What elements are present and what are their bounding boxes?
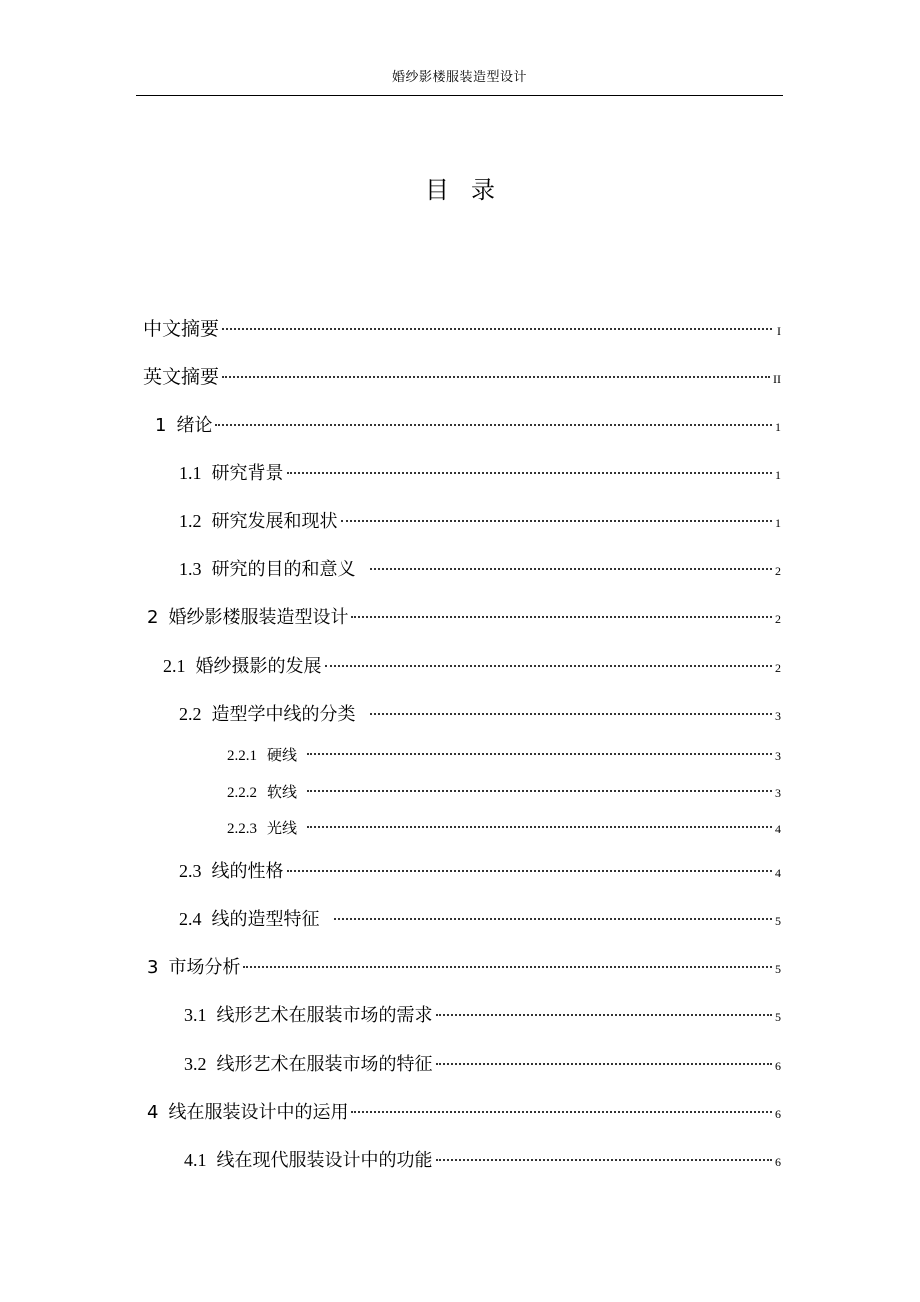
toc-entry-number: 3 [147,957,159,978]
toc-page-number: I [777,324,781,338]
toc-entry-label: 研究的目的和意义 [211,559,356,580]
dot-leader [370,568,773,570]
dot-leader [215,424,772,426]
toc-entry-label: 光线 [267,819,298,837]
dot-leader [325,665,773,667]
toc-entry-subsection-2-2-2[interactable] [227,781,781,811]
toc-page-number: 1 [775,516,781,530]
toc-page-number: 3 [775,749,781,763]
toc-entry-subsection-2-2-1[interactable] [227,744,781,774]
toc-page-number: 6 [775,1155,781,1169]
toc-entry-number: 3.1 [184,1005,207,1025]
toc-entry-label: 婚纱摄影的发展 [195,656,322,677]
dot-leader [307,790,772,792]
dot-leader [436,1063,773,1065]
toc-entry-number: 1.3 [179,559,202,579]
toc-entry-section-2-1[interactable] [163,652,781,682]
toc-entry-number: 3.2 [184,1054,207,1074]
toc-entry-number: 2.2.1 [227,748,257,764]
toc-page-number: 2 [775,564,781,578]
toc-page-number: 6 [775,1107,781,1121]
toc-entry-section-1-2[interactable] [179,507,781,537]
toc-page-number: 4 [775,822,781,836]
toc-entry-section-2-2[interactable] [179,700,781,730]
toc-entry-section-2-3[interactable] [179,857,781,887]
toc-entry-number: 1.2 [179,511,202,531]
toc-entry-number: 4.1 [184,1150,207,1170]
toc-entry-label: 硬线 [267,746,298,764]
toc-entry-abstract-cn[interactable] [143,314,781,344]
dot-leader [222,328,772,330]
toc-entry-section-1-3[interactable] [179,555,781,585]
toc-entry-label: 造型学中线的分类 [211,704,356,725]
toc-entry-section-3-2[interactable] [184,1050,781,1080]
toc-entry-number: 2.2 [179,704,202,724]
toc-page-number: II [773,372,781,386]
toc-page-number: 2 [775,661,781,675]
toc-entry-label: 线的造型特征 [211,909,320,930]
dot-leader [287,472,773,474]
toc-entry-subsection-2-2-3[interactable] [227,817,781,847]
toc-entry-section-3-1[interactable] [184,1001,781,1031]
toc-entry-label: 研究发展和现状 [211,511,338,532]
toc-entry-label: 市场分析 [168,957,241,978]
toc-entry-number: 1.1 [179,463,202,483]
toc-page-number: 2 [775,612,781,626]
running-title: 婚纱影楼服装造型设计 [391,70,527,85]
toc-page-number: 3 [775,786,781,800]
toc-entry-chapter-1[interactable] [155,411,781,441]
dot-leader [287,870,773,872]
toc-page-number: 6 [775,1059,781,1073]
toc-entry-number: 2.3 [179,861,202,881]
dot-leader [351,1111,772,1113]
toc-entry-chapter-2[interactable] [147,603,781,633]
toc-page-number: 5 [775,962,781,976]
dot-leader [222,376,770,378]
toc-entry-chapter-3[interactable] [147,953,781,983]
toc-page-number: 1 [775,420,781,434]
dot-leader [341,520,773,522]
dot-leader [370,713,773,715]
dot-leader [436,1159,773,1161]
toc-entry-label: 研究背景 [211,463,284,484]
toc-page-number: 5 [775,914,781,928]
toc-entry-label: 婚纱影楼服装造型设计 [168,607,349,628]
toc-page-number: 5 [775,1010,781,1024]
toc-entry-label: 英文摘要 [143,366,220,388]
toc-entry-label: 软线 [267,783,298,801]
toc-entry-label: 线的性格 [211,861,284,882]
toc-entry-number: 2 [147,607,159,628]
toc-entry-label: 中文摘要 [143,318,220,340]
toc-entry-label: 线形艺术在服装市场的需求 [216,1005,433,1026]
toc-entry-number: 2.2.3 [227,821,257,837]
dot-leader [334,918,773,920]
toc-entry-number: 4 [147,1102,159,1123]
toc-entry-number: 2.4 [179,909,202,929]
toc-entry-number: 2.1 [163,656,186,676]
toc-page-number: 3 [775,709,781,723]
dot-leader [243,966,772,968]
toc-entry-number: 1 [155,415,167,436]
dot-leader [351,616,772,618]
toc-entry-label: 线在现代服装设计中的功能 [216,1150,433,1171]
dot-leader [436,1014,773,1016]
toc-title: 目录 [425,176,517,204]
toc-entry-number: 2.2.2 [227,785,257,801]
toc-entry-section-4-1[interactable] [184,1146,781,1176]
dot-leader [307,753,772,755]
toc-entry-label: 线形艺术在服装市场的特征 [216,1054,433,1075]
toc-entry-section-2-4[interactable] [179,905,781,935]
toc-page-number: 4 [775,866,781,880]
toc-entry-section-1-1[interactable] [179,459,781,489]
toc-page-number: 1 [775,468,781,482]
dot-leader [307,826,772,828]
toc-entry-chapter-4[interactable] [147,1098,781,1128]
toc-entry-label: 绪论 [176,415,213,436]
toc-entry-label: 线在服装设计中的运用 [168,1102,349,1123]
toc-entry-abstract-en[interactable] [143,362,781,392]
